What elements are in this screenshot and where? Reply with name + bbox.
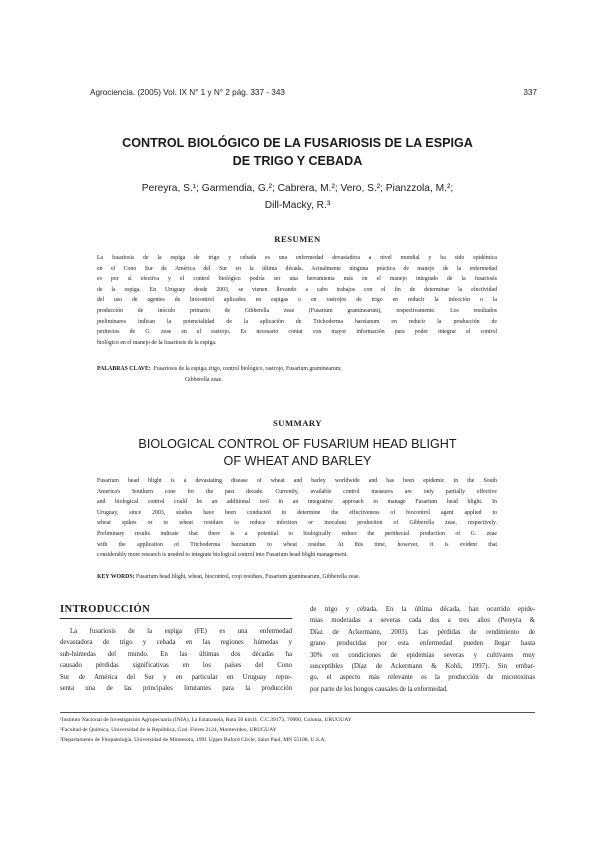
page-number: 337 <box>523 88 537 97</box>
intro-line: go, el aspecto más relevante es la producción de micotoxinas <box>310 674 535 682</box>
paper-title-es <box>60 134 535 170</box>
intro-line: causado pérdidas significativas en los países del Cono <box>60 662 292 670</box>
journal-citation: Agrociencia. (2005) Vol. IX N° 1 y N° 2 pág. 337 - 343 <box>90 88 285 97</box>
intro-line: mias moderadas a severas cada dos a tres años (Pereyra & <box>310 617 535 625</box>
introduction-heading: INTRODUCCIÓN <box>60 604 151 615</box>
summary-abstract <box>97 476 497 561</box>
resumen-line: preliminares indican la potencialidad de la aplicación de Trichoderma harzianum en reducir la producción de <box>97 318 497 325</box>
authors-line-2: Dill-Macky, R.³ <box>264 200 331 211</box>
intro-line: La fusariosis de la espiga (FE) es una enfermedad <box>70 628 292 635</box>
summary-line: with the application of Trichoderma harzianum to wheat residue. At this time, however, it is evident that <box>97 541 497 548</box>
intro-line: de trigo y cebada. En la última década, han ocurrido epide- <box>310 606 535 613</box>
summary-line: America's Southern cone for the past decade. Currently, available control measures are only partially effective <box>97 488 497 495</box>
footnote-affiliation-3: ³Departamento de Fitopatología, Universidad de Minnesota, 1991 Upper Buford Circle, Saint Paul, MN 55108, U.S.A. <box>60 736 326 743</box>
title-en-line-1: BIOLOGICAL CONTROL OF FUSARIUM HEAD BLIGHT <box>138 437 457 451</box>
intro-line: susceptibles (Díaz de Ackermann & Kohli, 1997). Sin embar- <box>310 663 535 671</box>
keywords-es-line-2: Gibberella zeae. <box>185 376 223 383</box>
author-list <box>60 180 535 214</box>
paper-title-en <box>60 436 535 470</box>
intro-line: sub-húmedas del mundo. En las últimas dos décadas ha <box>60 650 292 658</box>
intro-line: por parte de los hongos causales de la enfermedad. <box>310 685 448 693</box>
summary-line: considerably more research is needed to integrate biological control into Fusarium head blight management. <box>97 552 348 559</box>
resumen-abstract <box>97 253 497 348</box>
key-words <box>97 572 497 583</box>
summary-line: Preliminary results indicate that there is a potential to biologically reduce the perithecial production of G. zeae <box>97 530 497 537</box>
footnote-affiliation-2: ²Facultad de Química, Universidad de la República, Gral. Flores 2124, Montevideo, URUGUAY <box>60 726 277 733</box>
summary-line: Fusarium head blight is a devastating disease of wheat and barley worldwide and has been epidemic in the South <box>97 478 497 484</box>
summary-line: wheat spikes or to wheat residues to reduce infection or inoculum production of Gibberella zeae, respectively. <box>97 520 497 527</box>
footnotes <box>60 716 535 745</box>
heading-rule <box>60 618 292 619</box>
intro-line: Díaz de Ackermann, 2003). Las pérdidas de rendimiento de <box>310 628 535 636</box>
footnote-affiliation-1: ¹Instituto Nacional de Investigación Agropecuaria (INIA), La Estanzuela, Ruta 50 km11. C.C.39173, 70000, Colonia, URUGUAY <box>60 717 352 723</box>
intro-line: senta una de las principales limitantes para la producción <box>60 685 292 693</box>
title-en-line-2: OF WHEAT AND BARLEY <box>223 454 372 468</box>
intro-left-column <box>60 626 292 694</box>
resumen-line: es por sí efectiva y el control biológico podría ser una herramienta más en el manejo integrado de la fusariosis <box>97 276 497 283</box>
running-header <box>90 88 537 100</box>
intro-line: devastadora de trigo y cebada en las regiones húmedas y <box>60 639 292 647</box>
resumen-line: La fusariosis de la espiga de trigo y cebada es una enfermedad devastadora a nivel mundial y ha sido epidémica <box>97 255 497 261</box>
authors-line-1: Pereyra, S.¹; Garmendia, G.²; Cabrera, M.²; Vero, S.²; Pianzzola, M.²; <box>141 183 454 194</box>
resumen-heading: RESUMEN <box>274 234 321 244</box>
resumen-line: biológico en el manejo de la fusariosis de la espiga. <box>97 339 217 346</box>
keywords-label-en: KEY WORDS: <box>97 574 135 580</box>
summary-line: and biological control could be an additional tool in an integrative approach to manage Fusarium head blight. In <box>97 499 497 506</box>
keywords-label-es: PALABRAS CLAVE: <box>97 366 151 372</box>
summary-heading: SUMMARY <box>272 418 323 428</box>
palabras-clave <box>97 364 497 385</box>
keywords-es-line-1: Fusariosis de la espiga, trigo, control biológico, rastrojo, Fusarium graminearum, <box>153 366 342 372</box>
intro-line: grano producidas por esta enfermedad pueden llegar hasta <box>310 640 535 648</box>
intro-right-column <box>310 604 535 695</box>
resumen-line: del uso de agentes de biocontrol aplicados en espigas o en rastrojos de trigo en reducir la infección o la <box>97 297 497 304</box>
footnote-divider <box>60 712 535 713</box>
intro-line: Sur de América del Sur y en particular en Uruguay repre- <box>60 673 292 681</box>
resumen-line: producción de inóculo primario de Gibberella zeae (Fusarium graminearum), respectivamente. Los resultados <box>97 307 497 314</box>
resumen-line: en el Cono Sur de América del Sur en la última década. Actualmente ninguna práctica de manejo de la enfermedad <box>97 265 497 272</box>
summary-line: Uruguay, since 2003, studies have been conducted to determine the effectiveness of biocontrol agent applied to <box>97 509 497 516</box>
keywords-en: Fusarium head blight, wheat, biocontrol, crop residues, Fusarium graminearum, Gibberella zeae. <box>135 574 361 580</box>
resumen-line: peritecios de G. zeae en el rastrojo. Es necesario contar con mayor información para poder integrar el control <box>97 329 497 336</box>
title-line-2: DE TRIGO Y CEBADA <box>232 154 363 168</box>
intro-line: 30% en condiciones de epidemias severas y cultivares muy <box>310 651 535 659</box>
title-line-1: CONTROL BIOLÓGICO DE LA FUSARIOSIS DE LA ESPIGA <box>122 136 473 150</box>
resumen-line: de la espiga. En Uruguay desde 2003, se vienen llevando a cabo trabajos con el fin de determinar la efectividad <box>97 286 497 293</box>
